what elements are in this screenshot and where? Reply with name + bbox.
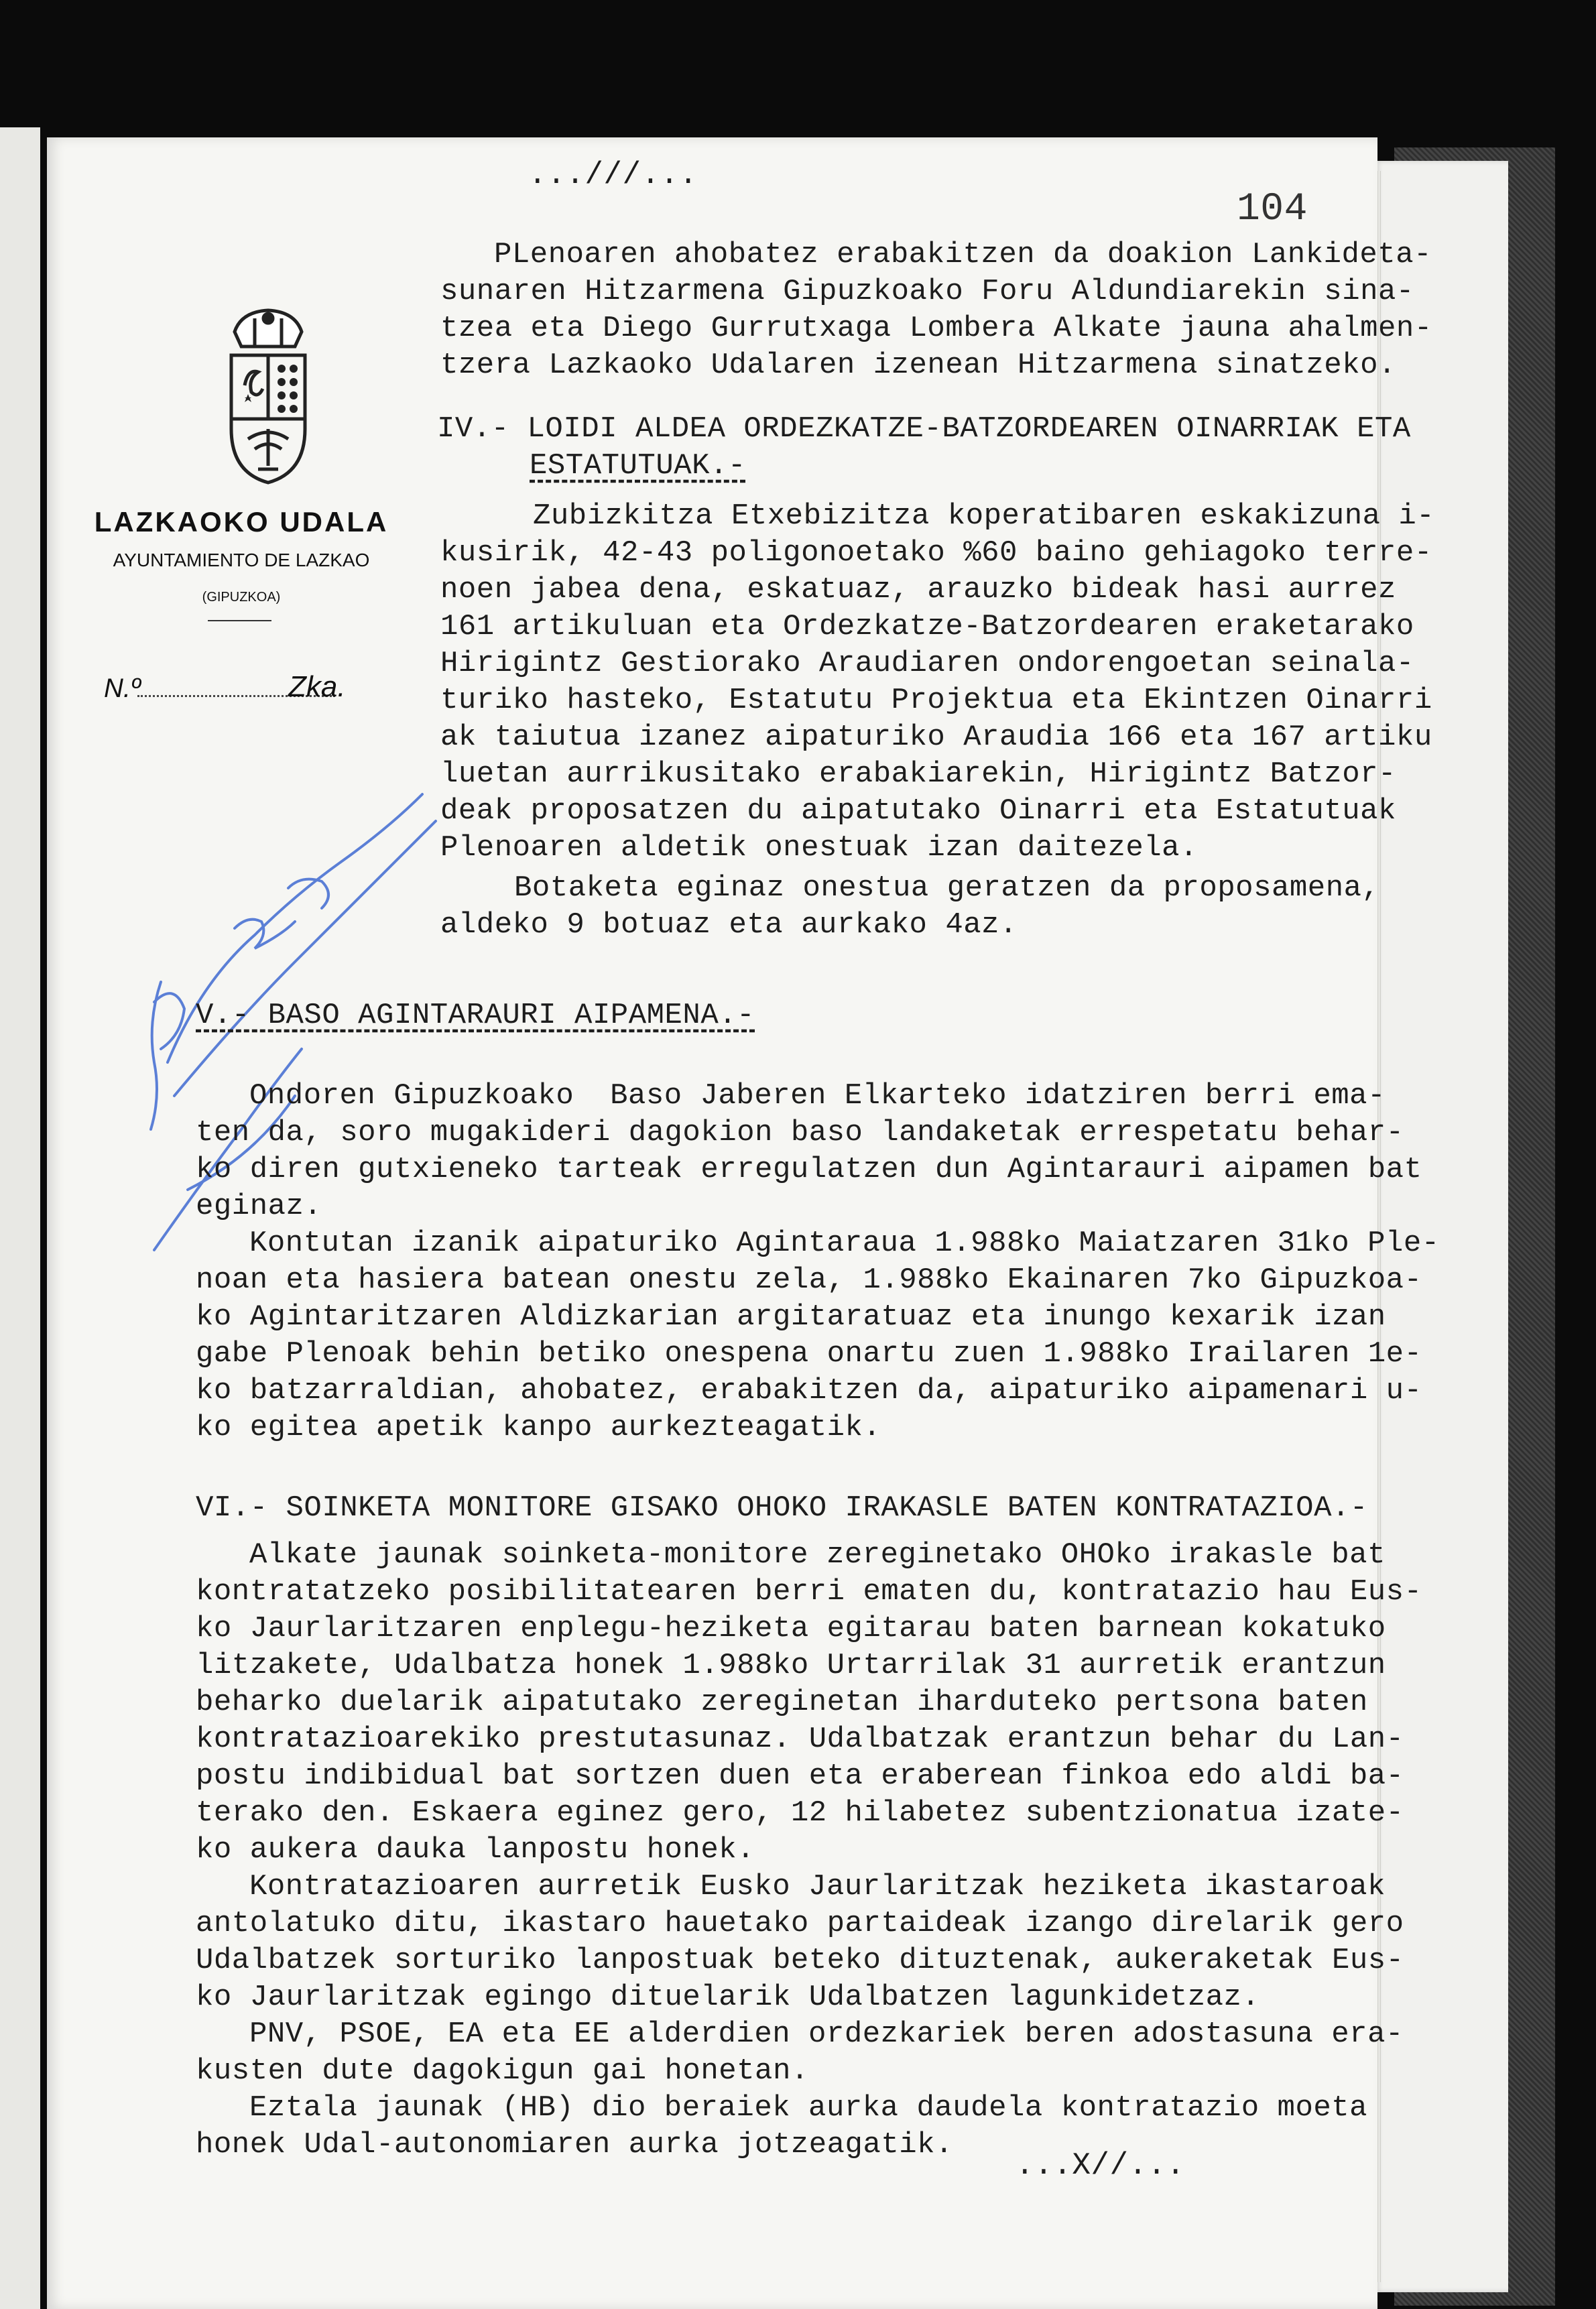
text-line: sunaren Hitzarmena Gipuzkoako Foru Aldundiarekin sina- [440,275,1414,308]
text-line: kusirik, 42-43 poligonoetako %60 baino gehiagoko terre- [440,536,1432,570]
text-line: eginaz. [196,1190,322,1223]
text-line: ko diren gutxieneko tarteak erregulatzen dun Agintarauri aipamen bat [196,1153,1422,1186]
text-line: ko batzarraldian, ahobatez, erabakitzen da, aipaturiko aipamenari u- [196,1374,1422,1408]
org-name-spanish: AYUNTAMIENTO DE LAZKAO [113,550,370,570]
section-heading-iv: IV.- LOIDI ALDEA ORDEZKATZE-BATZORDEAREN OINARRIAK ETA [437,412,1411,446]
text-line: Plenoaren aldetik onestuak izan daitezela. [440,831,1198,865]
text-line: tzea eta Diego Gurrutxaga Lombera Alkate jauna ahalmen- [440,312,1432,345]
text-line: noan eta hasiera batean onestu zela, 1.988ko Ekainaren 7ko Gipuzkoa- [196,1263,1422,1297]
text-line: terako den. Eskaera eginez gero, 12 hilabetez subentzionatua izate- [196,1796,1404,1830]
text-line: antolatuko ditu, ikastaro hauetako partaideak izango direlarik gero [196,1907,1404,1940]
text-line: tzera Lazkaoko Udalaren izenean Hitzarmena sinatzeko. [440,349,1396,382]
text-line: turiko hasteko, Estatutu Projektua eta Ekintzen Oinarri [440,684,1432,717]
text-line: Kontutan izanik aipaturiko Agintaraua 1.988ko Maiatzaren 31ko Ple- [249,1227,1440,1260]
text-line: kusten dute dagokigun gai honetan. [196,2054,809,2088]
text-line: noen jabea dena, eskatuaz, arauzko bideak hasi aurrez [440,573,1396,607]
header-divider [208,620,271,621]
text-line: litzakete, Udalbatza honek 1.988ko Urtarrilak 31 aurretik erantzun [196,1649,1386,1682]
text-line: ko Agintaritzaren Aldizkarian argitaratuaz eta inungo kexarik izan [196,1300,1386,1334]
org-province: (GIPUZKOA) [202,590,281,605]
text-line: Ondoren Gipuzkoako Baso Jaberen Elkarteko idatziren berri ema- [249,1079,1386,1113]
coat-of-arms-icon [221,305,315,493]
org-name-basque: LAZKAOKO UDALA [94,506,389,538]
text-line: beharko duelarik aipatutako zereginetan iharduteko pertsona baten [196,1686,1368,1719]
text-line: Botaketa eginaz onestua geratzen da proposamena, [514,871,1380,905]
text-line: honek Udal-autonomiaren aurka jotzeagatik. [196,2128,953,2162]
top-continuation-mark: ...///... [528,158,698,192]
text-line: Zubizkitza Etxebizitza koperatibaren eskakizuna i- [533,499,1435,533]
text-line: 161 artikuluan eta Ordezkatze-Batzordearen eraketarako [440,610,1414,643]
text-line: ko egitea apetik kanpo aurkezteagatik. [196,1411,881,1444]
text-line: ak taiutua izanez aipaturiko Araudia 166 eta 167 artiku [440,721,1432,754]
text-line: Eztala jaunak (HB) dio beraiek aurka daudela kontratazio moeta [249,2091,1368,2125]
text-line: Alkate jaunak soinketa-monitore zereginetako OHOko irakasle bat [249,1538,1386,1572]
text-line: ten da, soro mugakideri dagokion baso landaketak errespetatu behar- [196,1116,1404,1149]
number-label: N.º [104,674,141,703]
number-label-basque: Zka. [288,670,346,703]
bottom-continuation-mark: ...X//... [1016,2148,1185,2183]
text-line: Kontratazioaren aurretik Eusko Jaurlaritzak heziketa ikastaroak [249,1870,1386,1904]
page-number: 104 [1237,188,1308,231]
text-line: ko Jaurlaritzaren enplegu-heziketa egitarau baten barnean kokatuko [196,1612,1386,1645]
text-line: gabe Plenoak behin betiko onespena onartu zuen 1.988ko Irailaren 1e- [196,1337,1422,1371]
section-heading-vi: VI.- SOINKETA MONITORE GISAKO OHOKO IRAKASLE BATEN KONTRATAZIOA.- [196,1491,1368,1525]
text-line: PLenoaren ahobatez erabakitzen da doakion Lankideta- [494,238,1432,271]
text-line: ko aukera dauka lanpostu honek. [196,1833,755,1867]
text-line: postu indibidual bat sortzen duen eta eraberean finkoa edo aldi ba- [196,1759,1404,1793]
section-heading-iv-cont: ESTATUTUAK.- [530,449,746,483]
text-line: Hirigintz Gestiorako Araudiaren ondorengoetan seinala- [440,647,1414,680]
text-line: deak proposatzen du aipatutako Oinarri eta Estatutuak [440,794,1396,828]
text-line: kontratatzeko posibilitatearen berri ematen du, kontratazio hau Eus- [196,1575,1422,1609]
text-line: kontratazioarekiko prestutasunaz. Udalbatzak erantzun behar du Lan- [196,1723,1404,1756]
document-page [47,137,1440,2309]
section-heading-v: V.- BASO AGINTARAURI AIPAMENA.- [196,999,755,1032]
previous-page-edge [0,127,40,2309]
text-line: luetan aurrikusitako erabakiarekin, Hirigintz Batzor- [440,757,1396,791]
text-line: aldeko 9 botuaz eta aurkako 4az. [440,908,1018,942]
text-line: PNV, PSOE, EA eta EE alderdien ordezkariek beren adostasuna era- [249,2017,1404,2051]
text-line: ko Jaurlaritzak egingo dituelarik Udalbatzen lagunkidetzaz. [196,1981,1260,2014]
text-line: Udalbatzek sorturiko lanpostuak beteko dituztenak, aukeraketak Eus- [196,1944,1404,1977]
